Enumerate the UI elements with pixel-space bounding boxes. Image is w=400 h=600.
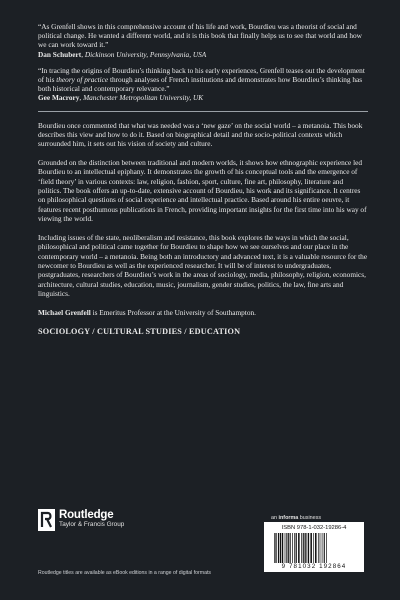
author-name: Michael Grenfell bbox=[38, 307, 91, 317]
quote-2-text-italic: theory of practice bbox=[56, 75, 109, 85]
barcode-bar bbox=[285, 533, 286, 563]
barcode-bar bbox=[306, 533, 307, 563]
barcode-bar bbox=[275, 533, 276, 563]
barcode-bars bbox=[274, 533, 354, 563]
barcode-bar bbox=[326, 533, 327, 563]
author-bio-text: is Emeritus Professor at the University of Southampton. bbox=[90, 307, 256, 317]
barcode-bar bbox=[318, 533, 319, 563]
endorsement-quote-1 bbox=[38, 22, 368, 59]
divider-rule bbox=[38, 111, 368, 112]
barcode-bar bbox=[303, 533, 304, 563]
subject-categories: SOCIOLOGY / CULTURAL STUDIES / EDUCATION bbox=[38, 326, 241, 336]
ebook-note: Routledge titles are available as eBook editions in a range of digital formats bbox=[38, 570, 212, 576]
informa-brand: informa bbox=[278, 515, 299, 521]
barcode-bar bbox=[290, 533, 291, 563]
barcode-bar bbox=[294, 533, 295, 563]
quote-2-text-before: “In tracing the origins of Bourdieu’s thinking back to his early experiences, Grenfell teases out the development of his bbox=[38, 65, 365, 85]
quote-2-author: Gee Macrory bbox=[38, 93, 80, 103]
barcode-bar bbox=[322, 533, 323, 563]
barcode-bar bbox=[298, 533, 300, 563]
publisher-group: Taylor & Francis Group bbox=[59, 521, 125, 528]
barcode-bar bbox=[280, 533, 281, 563]
barcode-bar bbox=[288, 533, 289, 563]
barcode-bar bbox=[315, 533, 317, 563]
informa-prefix: an bbox=[271, 515, 279, 521]
barcode-bar bbox=[274, 533, 275, 563]
barcode-bar bbox=[308, 533, 309, 563]
routledge-logo-icon bbox=[38, 509, 55, 531]
quote-2-affiliation: Manchester Metropolitan University, UK bbox=[83, 93, 204, 103]
cover-text-column bbox=[38, 22, 368, 336]
quote-2-text-after: through analyses of French institutions and demonstrates how Bourdieu’s thinking has both historical and contemporary relevance.” bbox=[38, 75, 363, 94]
barcode-bar bbox=[278, 533, 279, 563]
quote-1-text: “As Grenfell shows in this comprehensive account of his life and work, Bourdieu was a theorist of social and political change. He wanted a different world, and it is this book that finally helps us to see that world and how we can work toward it.” bbox=[38, 22, 362, 50]
quote-1-affiliation: Dickinson University, Pennsylvania, USA bbox=[84, 49, 207, 59]
informa-suffix: business bbox=[298, 515, 322, 521]
barcode-bar bbox=[301, 533, 302, 563]
publisher-block bbox=[38, 509, 124, 531]
barcode-bar bbox=[282, 533, 284, 563]
barcode-bar bbox=[313, 533, 314, 563]
barcode-bar bbox=[320, 533, 321, 563]
isbn-label: ISBN 978-1-032-19286-4 bbox=[281, 525, 347, 531]
quote-2-attribution: Gee Macrory, Manchester Metropolitan University, UK bbox=[38, 93, 204, 103]
barcode-digits: 9 781032 192864 bbox=[281, 563, 347, 570]
publisher-name: Routledge bbox=[59, 509, 114, 521]
description-paragraph-2: Grounded on the distinction between traditional and modern worlds, it shows how ethnographic experience led Bourdieu to an intellectual epiphany. It demonstrates the growth of his conceptual tools and the emergence of ‘field theory’ in various contexts: law, religion, fashion, sport, culture, fine art, philosophy, literature and politics. The book offers an up-to-date, extensive account of Bourdieu, his work and its significance. It centres on philosophical questions of social experience and intellectual practice. Based around his entire oeuvre, it features recent posthumous publications in French, providing important insights for the first time into his way of viewing the world. bbox=[38, 157, 367, 224]
description-paragraph-3: Including issues of the state, neoliberalism and resistance, this book explores the ways in which the social, philosophical and political came together for Bourdieu to shape how we see ourselves and our place in the contemporary world – a metanoia. Being both an introductory and advanced text, it is a valuable resource for the newcomer to Bourdieu as well as the experienced researcher. It will be of interest to undergraduates, postgraduates, researchers of Bourdieu’s work in the areas of sociology, media, philosophy, religion, economics, architecture, cultural studies, education, music, journalism, gender studies, politics, the law, fine arts and linguistics. bbox=[38, 232, 368, 299]
barcode-bar bbox=[296, 533, 297, 563]
barcode-panel bbox=[264, 522, 364, 572]
barcode-bar bbox=[310, 533, 312, 563]
barcode-bar bbox=[324, 533, 325, 563]
quote-1-author: Dan Schubert bbox=[38, 49, 82, 59]
author-bio bbox=[38, 308, 368, 317]
barcode-bar bbox=[292, 533, 293, 563]
informa-business-label bbox=[271, 515, 321, 521]
description-paragraph-1: Bourdieu once commented that what was needed was a ‘new gaze’ on the social world – a metanoia. This book describes this view and how to do it. Based on biographical detail and the socio-political contexts which surrounded him, it sets out his vision of society and culture. bbox=[38, 120, 363, 149]
quote-1-attribution: Dan Schubert, Dickinson University, Pennsylvania, USA bbox=[38, 49, 207, 59]
barcode-bar bbox=[305, 533, 306, 563]
barcode-bar bbox=[286, 533, 287, 563]
endorsement-quote-2 bbox=[38, 66, 368, 103]
